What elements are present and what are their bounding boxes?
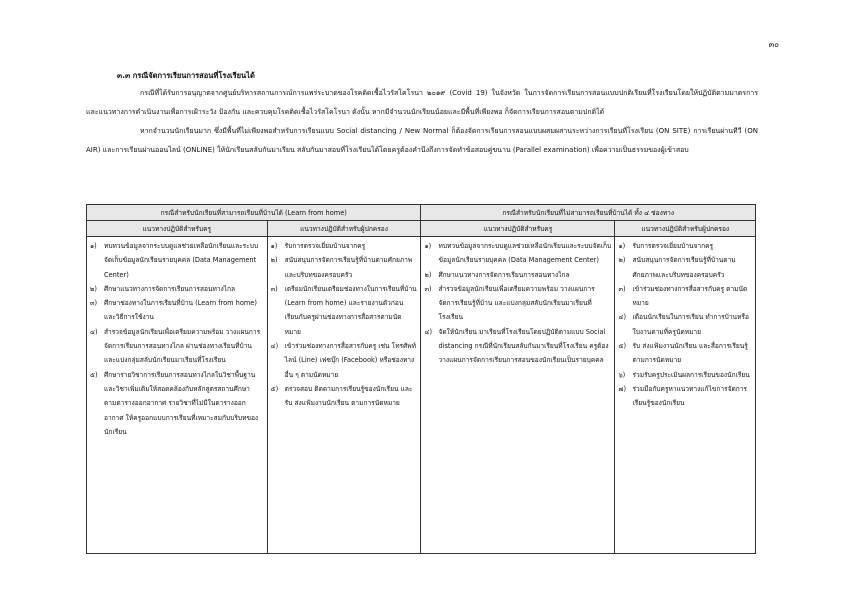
list-item: ๑) ทบทวนข้อมูลจากระบบดูแลช่วยเหลือนักเรียนและระบบจัดเก็บข้อมูลนักเรียนรายบุคคล (Data Management Center) [424,242,612,265]
list-item: ๓) ศึกษาช่องทางในการเรียนที่บ้าน (Learn from home) และวิธีการใช้งาน [90,299,257,322]
group-header-cannot-learn-home: กรณีสำหรับนักเรียนที่ไม่สามารถเรียนที่บ้านได้ ทั้ง ๔ ช่องทาง [421,205,756,221]
list-item: ๕) ตรวจสอบ ติดตามการเรียนรู้ของนักเรียน และรับ ส่งแฟ้มงานนักเรียน ตามการนัดหมาย [270,384,413,408]
list-item: ๑) รับการตรวจเยี่ยมบ้านจากครู [270,242,366,250]
list-item: ๔) สำรวจข้อมูลนักเรียนเพื่อเตรียมความพร้อม วางแผนการจัดการเรียนการสอนทางไกล ผ่านช่องทางเรียนที่บ้าน และแบ่งกลุ่มสลับนักเรียนมาเรียนที่โรงเรียน [90,327,261,365]
list-item: ๕) รับ ส่งแฟ้มงานนักเรียน และสื่อการเรียนรู้ตามการนัดหมาย [618,342,748,365]
list-item: ๑) รับการตรวจเยี่ยมบ้านจากครู [618,242,714,250]
column-header-teacher-1: แนวทางปฏิบัติสำหรับครู [87,221,268,237]
paragraph-2: หากจำนวนนักเรียนมาก ซึ่งมีพื้นที่ไม่เพียงพอสำหรับการเรียนแบบ Social distancing / New Normal ก็ต้องจัดการเรียนการสอนแบบผสมผสานระหว่างการเรียนที่โรงเรียน (ON SITE) การเรียนผ่านทีวี (ON AIR) และการเรียนผ่านออนไลน์ (ONLINE) ให้นักเรียนสลับกันมาเรียน สลับกันมาสอบที่โรงเรียนได้โดยครูต้องคำนึงถึงการจัดทำข้อสอบคู่ขนาน (Parallel examination) เพื่อความเป็นธรรมของผู้เข้าสอบ [86,127,758,154]
list-item: ๗) ร่วมมือกับครูหาแนวทางแก้ไขการจัดการเรียนรู้ของนักเรียน [618,384,747,408]
teacher-guidelines-home [87,237,268,554]
column-header-teacher-2: แนวทางปฏิบัติสำหรับครู [421,221,615,237]
parent-guidelines-home [267,237,421,554]
list-item: ๔) จัดให้นักเรียน มาเรียนที่โรงเรียนโดยปฏิบัติตามแบบ Social distancing กรณีที่นักเรียนสลับกันมาเรียนที่โรงเรียน ครูต้องวางแผนการจัดการเรียนการสอนของนักเรียนเป็นรายบุคคล [424,327,609,365]
list-item: ๑) ทบทวนข้อมูลจากระบบดูแลช่วยเหลือนักเรียนและระบบจัดเก็บข้อมูลนักเรียนรายบุคคล (Data Management Center) [90,242,259,279]
guideline-table [86,204,756,554]
list-item: ๕) ศึกษารายวิชาการเรียนการสอนทางไกลในวิชาพื้นฐานและวิชาเพิ่มเติมให้สอดคล้องกับหลักสูตรสถานศึกษา ตามตารางออกอากาศ รายวิชาที่ไม่มีในตารางออกอากาศ ให้ครูออกแบบการเรียนที่เหมาะสมกับบริบทของนักเรียน [90,370,259,436]
list-item: ๒) สนับสนุนการจัดการเรียนรู้ที่บ้านตามศักยภาพและบริบทของครอบครัว [270,256,413,279]
list-item: ๒) ศึกษาแนวทางการจัดการเรียนการสอนทางไกล [90,284,236,293]
list-item: ๒) ศึกษาแนวทางการจัดการเรียนการสอนทางไกล [424,270,570,279]
page-number: ๓๐ [768,40,779,49]
list-item: ๓) เตรียมนักเรียนเตรียมช่องทางในการเรียนที่บ้าน (Learn from home) และรายงานตัวก่อนเรียนกับครูผ่านช่องทางการสื่อสารตามนัดหมาย [270,284,417,336]
list-item: ๒) สนับสนุนการจัดการเรียนรู้ที่บ้านตามศักยภาพและบริบทของครอบครัว [618,256,736,279]
list-item: ๓) เข้าร่วมช่องทางการสื่อสารกับครู ตามนัดหมาย [618,284,748,308]
section-heading: ๓.๓ กรณีจัดการเรียนการสอนที่โรงเรียนได้ [117,71,255,80]
teacher-guidelines-school [421,237,615,554]
column-header-parent-1: แนวทางปฏิบัติสำหรับผู้ปกครอง [267,221,421,237]
paragraph-1: กรณีที่ได้รับการอนุญาตจากศูนย์บริหารสถานการณ์การแพร่ระบาดของโรคติดเชื้อไวรัสโคโรนา ๒๐๑๙ (Covid 19) ในจังหวัด ในการจัดการเรียนการสอนแบบปกติเรียนที่โรงเรียนโดยให้ปฏิบัติตามมาตรการและแนวทางการดำเนินงานเพื่อการเฝ้าระวัง ป้องกัน และควบคุมโรคติดเชื้อไวรัสโคโรนา ดังนั้น หากมีจำนวนนักเรียนน้อยและมีพื้นที่เพียงพอ ก็จัดการเรียนการสอนตามปกติได้ [86,89,758,116]
column-header-parent-2: แนวทางปฏิบัติสำหรับผู้ปกครอง [615,221,756,237]
list-item: ๖) ร่วมรับครูประเมินผลการเรียนของนักเรียน [618,370,750,379]
group-header-learn-from-home: กรณีสำหรับนักเรียนที่สามารถเรียนที่บ้านได้ (Learn from home) [87,205,421,221]
parent-guidelines-school [615,237,756,554]
list-item: ๔) เข้าร่วมช่องทางการสื่อสารกับครู เช่น โทรศัพท์ ไลน์ (Line) เฟซบุ๊ก (Facebook) หรือช่องทางอื่น ๆ ตามนัดหมาย [270,342,416,379]
body-text [86,84,758,160]
list-item: ๓) สำรวจข้อมูลนักเรียนเพื่อเตรียมความพร้อม วางแผนการจัดการเรียนรู้ที่บ้าน และแบ่งกลุ่มสลับนักเรียนมาเรียนที่โรงเรียน [424,284,595,322]
list-item: ๔) เตือนนักเรียนในการเรียน ทำการบ้านหรือใบงานตามที่ครูนัดหมาย [618,313,749,336]
